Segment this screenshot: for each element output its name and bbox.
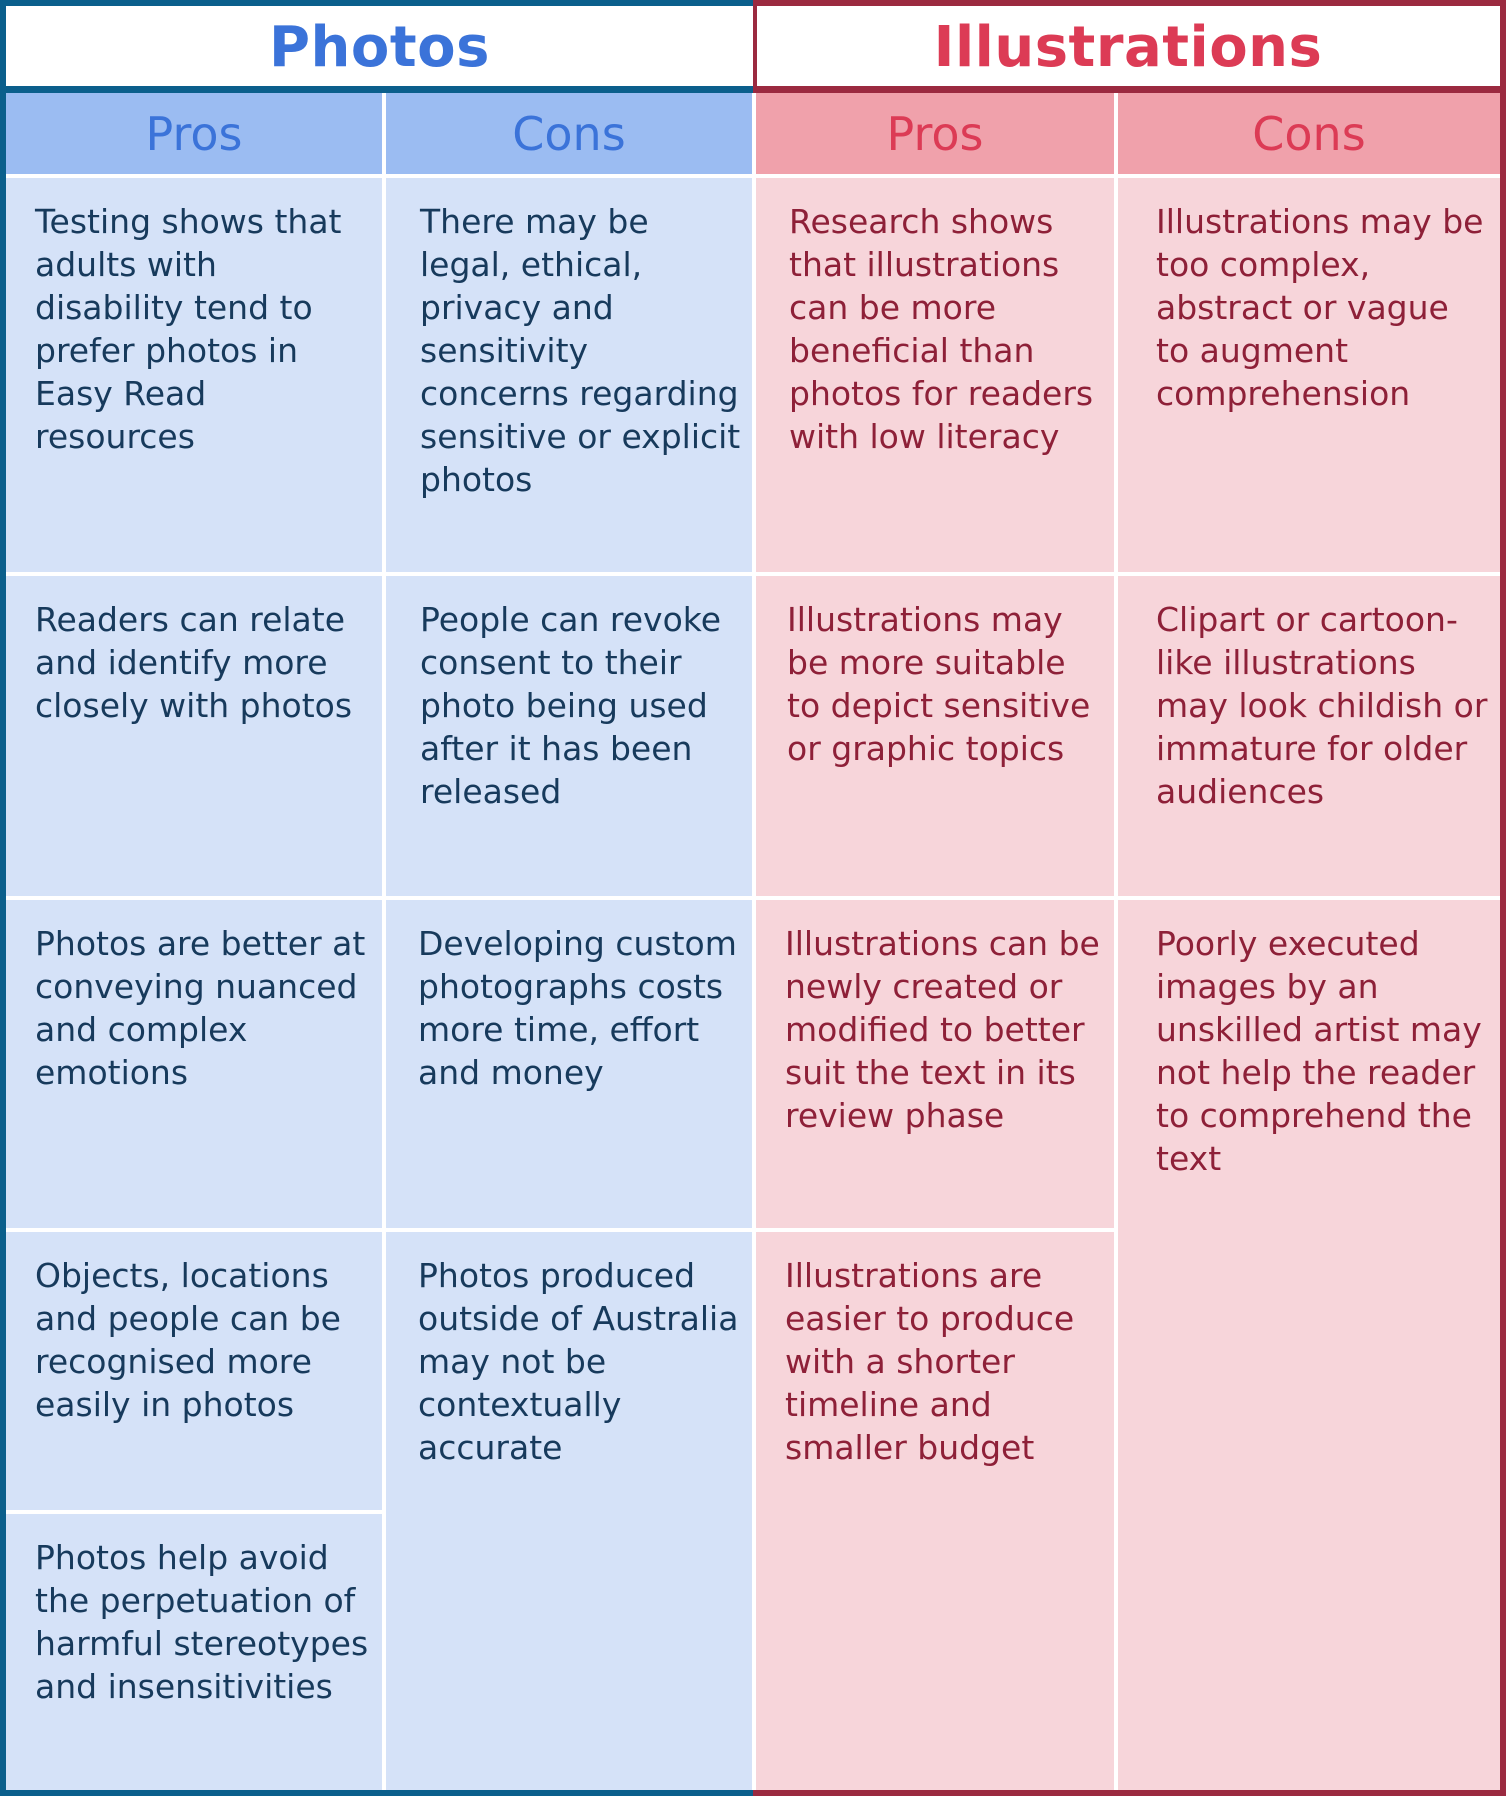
illustrations-con-3-text: Poorly executed images by an unskilled artist may not help the reader to comprehend the text	[1156, 924, 1482, 1178]
illustrations-con-2-text: Clipart or cartoon-like illustrations may look childish or immature for older audiences	[1156, 600, 1488, 811]
illustrations-title: Illustrations	[756, 6, 1500, 88]
section-divider	[753, 0, 757, 93]
illustrations-title-divider	[753, 86, 1506, 93]
photos-pro-4	[6, 1232, 382, 1510]
photos-con-3	[386, 900, 752, 1228]
photos-pros-header: Pros	[6, 93, 382, 174]
illustrations-pro-3	[756, 900, 1114, 1228]
photos-title: Photos	[6, 6, 753, 88]
photos-pro-2-text: Readers can relate and identify more closely with photos	[35, 600, 353, 725]
illustrations-pro-2	[756, 576, 1114, 896]
illustrations-pros-header: Pros	[756, 93, 1114, 174]
photos-con-4-text: Photos produced outside of Australia may not be contextually accurate	[418, 1256, 739, 1467]
photos-pro-5	[6, 1514, 382, 1790]
photos-pro-3-text: Photos are better at conveying nuanced and complex emotions	[35, 924, 366, 1092]
illustrations-pro-2-text: Illustrations may be more suitable to depict sensitive or graphic topics	[787, 600, 1091, 768]
illustrations-pro-1-text: Research shows that illustrations can be more beneficial than photos for readers with low literacy	[789, 202, 1094, 456]
photos-con-1-text: There may be legal, ethical, privacy and sensitivity concerns regarding sensitive or explicit photos	[420, 202, 741, 499]
photos-con-2-text: People can revoke consent to their photo being used after it has been released	[420, 600, 721, 811]
photos-cons-header: Cons	[386, 93, 752, 174]
photos-pro-1	[6, 178, 382, 572]
illustrations-con-2	[1118, 576, 1500, 896]
illustrations-cons-header: Cons	[1118, 93, 1500, 174]
illustrations-pro-4-text: Illustrations are easier to produce with a shorter timeline and smaller budget	[785, 1256, 1075, 1467]
illustrations-con-1-text: Illustrations may be too complex, abstract or vague to augment comprehension	[1156, 202, 1484, 413]
illustrations-pro-4	[756, 1232, 1114, 1790]
photos-con-1	[386, 178, 752, 572]
photos-con-3-text: Developing custom photographs costs more time, effort and money	[418, 924, 737, 1092]
illustrations-pro-3-text: Illustrations can be newly created or modified to better suit the text in its review phase	[785, 924, 1100, 1135]
photos-title-divider	[0, 86, 756, 93]
photos-pro-5-text: Photos help avoid the perpetuation of harmful stereotypes and insensitivities	[35, 1538, 369, 1706]
photos-pro-2	[6, 576, 382, 896]
photos-con-2	[386, 576, 752, 896]
photos-con-4	[386, 1232, 752, 1790]
illustrations-pro-1	[756, 178, 1114, 572]
photos-pro-3	[6, 900, 382, 1228]
photos-pro-1-text: Testing shows that adults with disability tend to prefer photos in Easy Read resources	[35, 202, 342, 456]
illustrations-con-3	[1118, 900, 1500, 1790]
illustrations-con-1	[1118, 178, 1500, 572]
photos-pro-4-text: Objects, locations and people can be recognised more easily in photos	[35, 1256, 341, 1424]
